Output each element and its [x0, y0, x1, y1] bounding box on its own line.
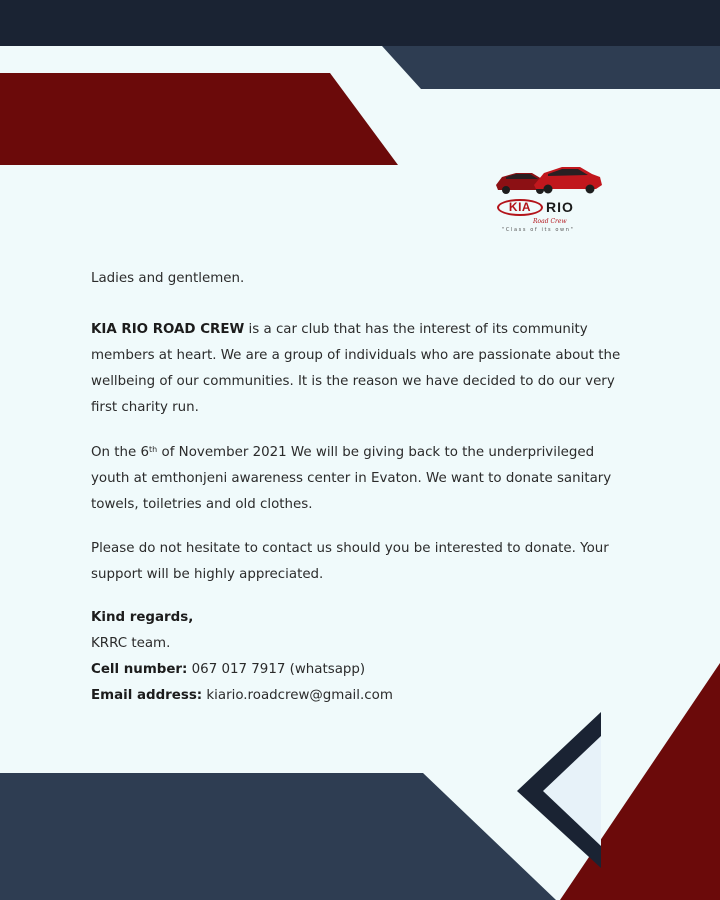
cell-value: 067 017 7917 (whatsapp) [187, 662, 366, 677]
top-right-slate-band [382, 46, 720, 89]
greeting: Ladies and gentlemen. [91, 271, 245, 286]
logo-tagline: "Class of its own" [502, 227, 575, 233]
kind-regards: Kind regards, [91, 610, 194, 625]
email-line [91, 683, 631, 709]
event-date-prefix: On the 6 [91, 445, 150, 460]
email-value: kiario.roadcrew@gmail.com [202, 688, 393, 703]
ordinal-suffix: th [149, 445, 158, 454]
bottom-slate-band [0, 773, 556, 900]
kia-logo-text: KIA [497, 199, 543, 216]
team-name: KRRC team. [91, 636, 171, 651]
top-left-maroon-band [0, 73, 398, 165]
intro-paragraph [91, 317, 631, 421]
club-name: KIA RIO ROAD CREW [91, 322, 245, 337]
signature-block [91, 605, 631, 709]
email-label: Email address: [91, 688, 203, 703]
top-band [0, 0, 720, 46]
intro-text: is a car club that has the interest of its community members at heart. We are a group of individuals who are passionate about the wellbeing of our communities. It is the reason we have decided to do our very first charity run. [91, 322, 621, 415]
event-paragraph [91, 440, 631, 518]
car-icon [534, 167, 602, 194]
cell-label: Cell number: [91, 662, 188, 677]
rio-logo-text: RIO [546, 199, 574, 215]
contact-paragraph: Please do not hesitate to contact us should you be interested to donate. Your support will be highly appreciated. [91, 541, 609, 582]
road-crew-script: Road Crew [533, 218, 567, 225]
cell-number-line [91, 657, 631, 683]
event-text: of November 2021 We will be giving back to the underprivileged youth at emthonjeni awareness center in Evaton. We want to donate sanitary towels, toiletries and old clothes. [91, 445, 612, 512]
